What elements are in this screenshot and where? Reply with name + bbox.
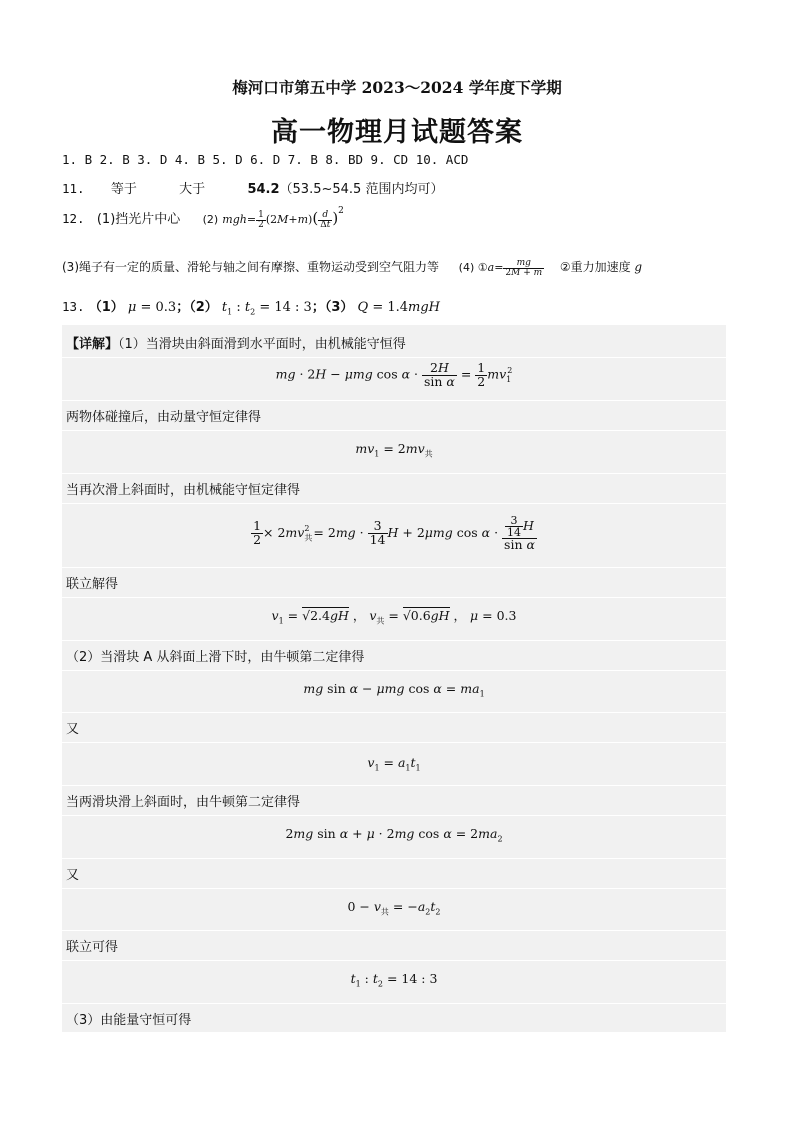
page-title: 高一物理月试题答案 xyxy=(271,117,523,148)
panel-divider xyxy=(62,858,726,859)
panel-divider xyxy=(62,742,726,743)
q11-answer-2: 大于 xyxy=(179,182,206,197)
q13-line: 13. （1） μ = 0.3；（2） $t_1$ : $t_2 = 14$ : 3；（3） Q = 1.4mgH xyxy=(62,299,441,317)
equation-3: $\frac{1}{2}$ × $2mv_共^2 = 2mg$ · $\frac{3}{14}$ H + 2μmg cos α · $\frac{3}{14}$ H sin α xyxy=(253,514,535,552)
equation-4: $v_1 = √2.4gH$ ， $v_共 = √0.6gH$ ， μ = 0.3 xyxy=(271,608,517,626)
panel-divider xyxy=(62,815,726,816)
q13-p2: ；（2） xyxy=(176,300,218,315)
panel-divider xyxy=(62,430,726,431)
q13-label: 13. xyxy=(62,299,85,314)
panel-divider xyxy=(62,785,726,786)
panel-divider xyxy=(62,888,726,889)
equation-5: mg sin α − μmg $\cos \alpha = ma_1$ xyxy=(303,681,485,699)
school-header: 梅河口市第五中学 2023～2024 学年度下学期 xyxy=(232,78,562,97)
panel-divider xyxy=(62,357,726,358)
panel-divider xyxy=(62,597,726,598)
q13-p1: （1） xyxy=(88,300,124,315)
q12-line-2 xyxy=(62,258,642,278)
q11-answer-1: 等于 xyxy=(110,182,137,197)
panel-divider xyxy=(62,640,726,641)
q12-part-3: (3)绳子有一定的质量、滑轮与轴之间有摩擦、重物运动受到空气阻力等 xyxy=(62,260,440,274)
panel-divider xyxy=(62,503,726,504)
panel-divider xyxy=(62,930,726,931)
solution-text-6: 又 xyxy=(66,722,80,737)
q11-answer-3: 54.2 xyxy=(247,182,280,197)
equation-6: $v_1 = a_1t_1$ xyxy=(367,755,421,773)
solution-text-9: 联立可得 xyxy=(66,940,119,955)
solution-text-8: 又 xyxy=(66,868,80,883)
mc-answers: 1. B 2. B 3. D 4. B 5. D 6. D 7. B 8. BD 9. CD 10. ACD xyxy=(62,152,469,167)
panel-divider xyxy=(62,670,726,671)
panel-divider xyxy=(62,712,726,713)
solution-intro: 【详解】（1）当滑块由斜面滑到水平面时，由机械能守恒得 xyxy=(66,337,406,352)
q12-part-1: (1)挡光片中心 xyxy=(96,212,181,227)
solution-text-4: 联立解得 xyxy=(66,577,119,592)
q12-part-4-formula: a= $\frac{mg}{2M + m}$ xyxy=(487,257,543,278)
solution-text-5: （2）当滑块 A 从斜面上滑下时，由牛顿第二定律得 xyxy=(66,650,365,665)
q12-part-2-prefix: (2) xyxy=(202,213,219,226)
solution-text-3: 当再次滑上斜面时，由机械能守恒定律得 xyxy=(66,483,301,498)
q11-answer-3-note: （53.5~54.5 范围内均可） xyxy=(279,182,444,197)
equation-7: 2mg sin α + μ · 2mg $\cos \alpha = 2ma_2$ xyxy=(285,826,503,844)
panel-divider xyxy=(62,1003,726,1004)
solution-text-10: （3）由能量守恒可得 xyxy=(66,1013,192,1028)
q13-p3: ；（3） xyxy=(311,300,354,315)
q12-part-4-g: g xyxy=(634,260,643,274)
q11-answer xyxy=(62,178,443,197)
q11-label: 11. xyxy=(62,181,85,196)
solution-panel xyxy=(62,325,726,1032)
q12-line xyxy=(62,206,344,230)
solution-tag: 【详解】 xyxy=(66,337,119,352)
equation-1: mg · 2H − μmg cos α · $\frac{2H}{\text{sin α}}$ = $\frac{1}{2}$ $mv_1^2$ xyxy=(275,360,513,389)
equation-8: $0 - v_共 = -a_2t_2$ xyxy=(347,899,441,917)
equation-2: $mv_1 = 2mv_共$ xyxy=(355,441,433,459)
panel-divider xyxy=(62,567,726,568)
solution-text-2: 两物体碰撞后，由动量守恒定律得 xyxy=(66,410,262,425)
panel-divider xyxy=(62,400,726,401)
q12-label: 12. xyxy=(62,211,85,226)
panel-divider xyxy=(62,473,726,474)
q12-part-4-suffix: ②重力加速度 xyxy=(559,260,631,274)
panel-divider xyxy=(62,960,726,961)
solution-text-7: 当两滑块滑上斜面时，由牛顿第二定律得 xyxy=(66,795,301,810)
q12-part-4-prefix: (4) ① xyxy=(458,261,488,274)
equation-9: $t_1$ : $t_2 = 14$ : 3 xyxy=(350,971,438,989)
q12-part-2-formula: mgh= $\frac{1}{2}$ (2M+m)( $\frac{d}{\Delta t}$ )$^2$ xyxy=(222,206,344,230)
